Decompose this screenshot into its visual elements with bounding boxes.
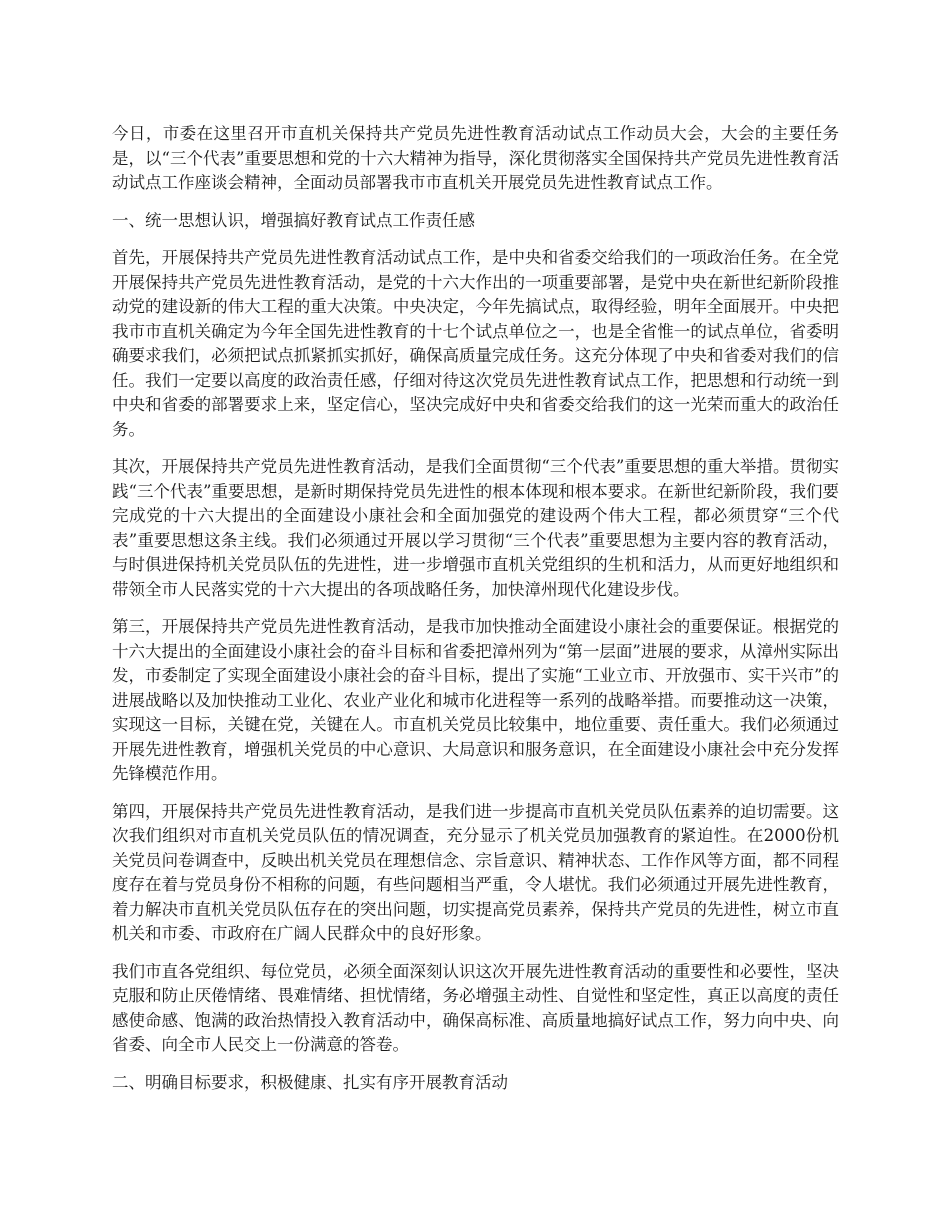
document-body <box>112 122 839 1108</box>
paragraph-first: 首先，开展保持共产党员先进性教育活动试点工作，是中央和省委交给我们的一项政治任务。在全党开展保持共产党员先进性教育活动，是党的十六大作出的一项重要部署，是党中央在新世纪新阶段推动党的建设新的伟大工程的重大决策。中央决定，今年先搞试点，取得经验，明年全面展开。中央把我市市直机关确定为今年全国先进性教育的十七个试点单位之一，也是全省惟一的试点单位，省委明确要求我们，必须把试点抓紧抓实抓好，确保高质量完成任务。这充分体现了中央和省委对我们的信任。我们一定要以高度的政治责任感，仔细对待这次党员先进性教育试点工作，把思想和行动统一到中央和省委的部署要求上来，坚定信心，坚决完成好中央和省委交给我们的这一光荣而重大的政治任务。 <box>112 248 839 439</box>
paragraph-fourth: 第四，开展保持共产党员先进性教育活动，是我们进一步提高市直机关党员队伍素养的迫切需要。这次我们组织对市直机关党员队伍的情况调查，充分显示了机关党员加强教育的紧迫性。在2000份机关党员问卷调查中，反映出机关党员在理想信念、宗旨意识、精神状态、工作作风等方面，都不同程度存在着与党员身份不相称的问题，有些问题相当严重，令人堪忧。我们必须通过开展先进性教育，着力解决市直机关党员队伍存在的突出问题，切实提高党员素养，保持共产党员的先进性，树立市直机关和市委、市政府在广阔人民群众中的良好形象。 <box>112 801 839 943</box>
section-heading-2: 二、明确目标要求，积极健康、扎实有序开展教育活动 <box>112 1072 508 1092</box>
intro-paragraph: 今日，市委在这里召开市直机关保持共产党员先进性教育活动试点工作动员大会，大会的主要任务是，以“三个代表”重要思想和党的十六大精神为指导，深化贯彻落实全国保持共产党员先进性教育活动试点工作座谈会精神，全面动员部署我市市直机关开展党员先进性教育试点工作。 <box>112 124 839 192</box>
section-heading-1: 一、统一思想认识，增强搞好教育试点工作责任感 <box>112 210 475 230</box>
paragraph-second: 其次，开展保持共产党员先进性教育活动，是我们全面贯彻“三个代表”重要思想的重大举措。贯彻实践“三个代表”重要思想，是新时期保持党员先进性的根本体现和根本要求。在新世纪新阶段，我们要完成党的十六大提出的全面建设小康社会和全面加强党的建设两个伟大工程，都必须贯穿“三个代表”重要思想这条主线。我们必须通过开展以学习贯彻“三个代表”重要思想为主要内容的教育活动，与时俱进保持机关党员队伍的先进性，进一步增强市直机关党组织的生机和活力，从而更好地组织和带领全市人民落实党的十六大提出的各项战略任务，加快漳州现代化建设步伐。 <box>112 457 839 599</box>
paragraph-summary: 我们市直各党组织、每位党员，必须全面深刻认识这次开展先进性教育活动的重要性和必要性，坚决克服和防止厌倦情绪、畏难情绪、担忧情绪，务必增强主动性、自觉性和坚定性，真正以高度的责任感使命感、饱满的政治热情投入教育活动中，确保高标准、高质量地搞好试点工作，努力向中央、向省委、向全市人民交上一份满意的答卷。 <box>112 961 839 1054</box>
paragraph-third: 第三，开展保持共产党员先进性教育活动，是我市加快推动全面建设小康社会的重要保证。根据党的十六大提出的全面建设小康社会的奋斗目标和省委把漳州列为“第一层面”进展的要求，从漳州实际出发，市委制定了实现全面建设小康社会的奋斗目标，提出了实施“工业立市、开放强市、实干兴市”的进展战略以及加快推动工业化、农业产业化和城市化进程等一系列的战略举措。而要推动这一决策，实现这一目标，关键在党，关键在人。市直机关党员比较集中，地位重要、责任重大。我们必须通过开展先进性教育，增强机关党员的中心意识、大局意识和服务意识，在全面建设小康社会中充分发挥先锋模范作用。 <box>112 617 839 783</box>
